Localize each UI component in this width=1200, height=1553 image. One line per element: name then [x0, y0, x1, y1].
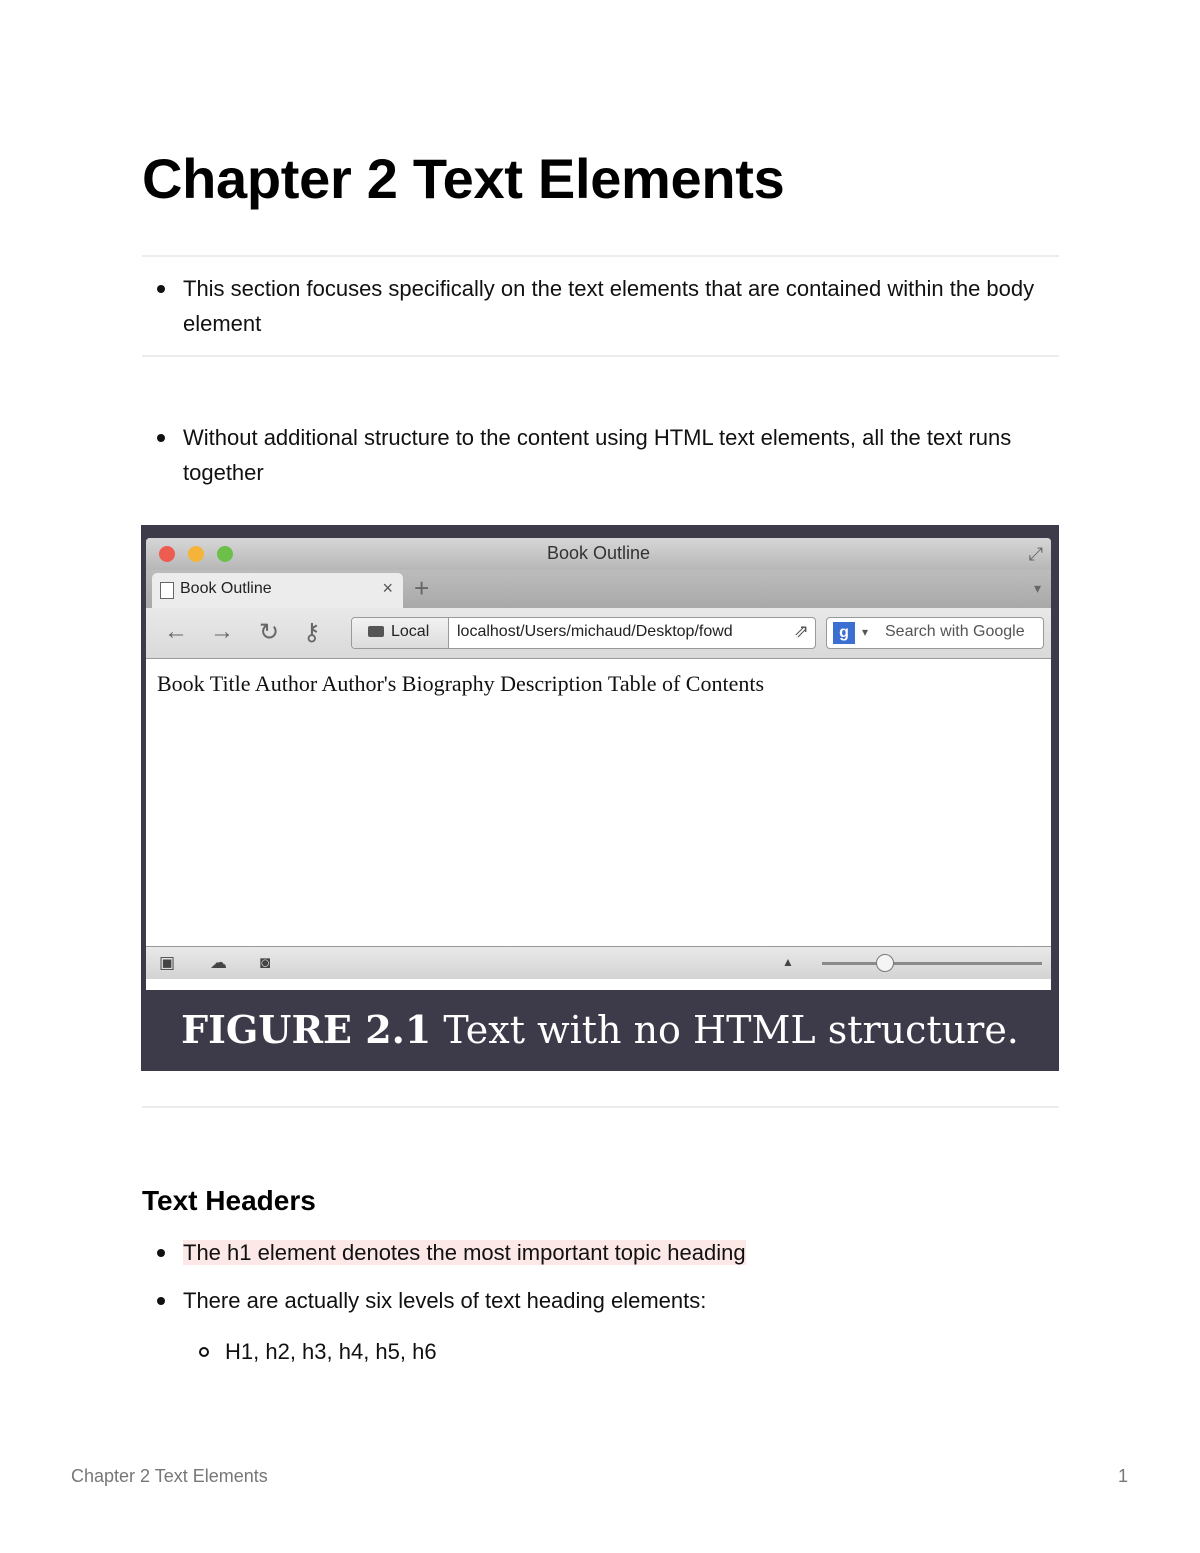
sub-list-item: H1, h2, h3, h4, h5, h6	[183, 1334, 437, 1369]
url-text: localhost/Users/michaud/Desktop/fowd	[457, 623, 733, 640]
bullet-list-intro	[142, 271, 1059, 341]
address-bar[interactable]	[351, 617, 816, 649]
local-button[interactable]	[352, 618, 449, 648]
divider	[142, 255, 1059, 257]
back-arrow-icon[interactable]: ←	[164, 618, 188, 645]
fullscreen-icon[interactable]: ⤢	[1028, 544, 1043, 564]
camera-icon[interactable]: ◙	[260, 953, 271, 972]
page-content-text: Book Title Author Author's Biography Description Table of Contents	[157, 671, 765, 696]
zoom-slider-track[interactable]	[822, 962, 1042, 965]
key-icon[interactable]: ⚷	[303, 619, 321, 646]
search-placeholder: Search with Google	[885, 623, 1025, 640]
forward-arrow-icon[interactable]: →	[210, 618, 234, 645]
local-label: Local	[391, 623, 430, 640]
search-field[interactable]	[826, 617, 1044, 649]
divider	[142, 1106, 1059, 1108]
caret-up-icon[interactable]: ▲	[782, 955, 794, 969]
google-icon: g	[833, 622, 855, 644]
section-heading: Text Headers	[142, 1185, 316, 1216]
bullet-list-headers	[142, 1235, 1059, 1318]
caption-text: Text with no HTML structure.	[431, 1008, 1019, 1052]
monitor-icon	[368, 626, 384, 637]
tab-close-icon[interactable]: ×	[382, 578, 393, 598]
tab-book-outline[interactable]	[152, 573, 403, 608]
tab-bar	[146, 570, 1051, 608]
new-tab-icon[interactable]: +	[414, 573, 430, 603]
footer-title: Chapter 2 Text Elements	[71, 1466, 268, 1486]
list-item: Without additional structure to the content using HTML text elements, all the text runs together	[142, 420, 1059, 490]
reload-icon[interactable]: ↻	[259, 619, 280, 646]
figure-2-1	[141, 525, 1059, 1071]
page-number: 1	[1118, 1466, 1129, 1486]
bullet-list-structure	[142, 420, 1059, 490]
tab-label: Book Outline	[180, 580, 272, 597]
browser-toolbar	[146, 608, 1051, 659]
cloud-icon[interactable]: ☁	[210, 953, 227, 972]
status-bar	[146, 946, 1051, 979]
list-item	[142, 1235, 1059, 1270]
document-icon	[160, 582, 174, 599]
share-icon[interactable]: ⇗	[793, 621, 809, 641]
divider	[142, 355, 1059, 357]
chevron-down-icon[interactable]: ▾	[862, 625, 869, 639]
title-bar	[146, 538, 1051, 570]
page-title: Chapter 2 Text Elements	[142, 147, 785, 210]
list-item: There are actually six levels of text heading elements:	[142, 1283, 1059, 1318]
sidebar-icon[interactable]: ▣	[159, 953, 176, 972]
tab-menu-icon[interactable]: ▾	[1033, 580, 1041, 596]
list-item: This section focuses specifically on the text elements that are contained within the body element	[142, 271, 1059, 341]
zoom-slider-thumb[interactable]	[876, 954, 894, 972]
caption-label: FIGURE 2.1	[181, 1007, 432, 1052]
browser-window	[146, 538, 1051, 990]
window-title: Book Outline	[546, 543, 651, 563]
figure-caption	[141, 990, 1059, 1071]
highlighted-text: The h1 element denotes the most important topic heading	[183, 1240, 746, 1265]
sub-bullet-list	[183, 1334, 437, 1369]
